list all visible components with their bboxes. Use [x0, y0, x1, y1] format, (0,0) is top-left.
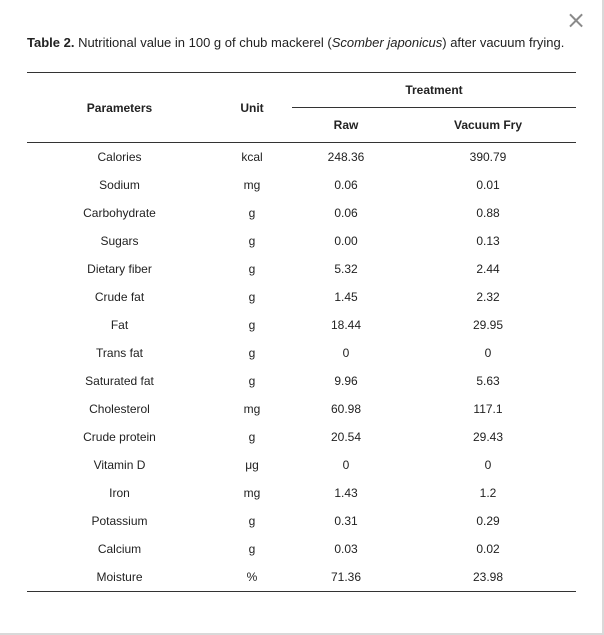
cell-unit: g — [248, 234, 256, 248]
cell-vacuum-fry: 2.32 — [476, 290, 500, 304]
cell-unit: g — [248, 514, 256, 528]
table-row — [27, 451, 576, 479]
cell-raw: 0 — [342, 458, 350, 472]
cell-raw: 0.06 — [334, 178, 358, 192]
cell-parameter: Carbohydrate — [83, 206, 156, 220]
cell-vacuum-fry: 2.44 — [476, 262, 500, 276]
cell-vacuum-fry: 1.2 — [479, 486, 497, 500]
caption-text-post: ) after vacuum frying. — [442, 35, 565, 50]
table-body — [27, 143, 576, 592]
table-row — [27, 423, 576, 451]
cell-vacuum-fry: 0.29 — [476, 514, 500, 528]
cell-unit: g — [248, 262, 256, 276]
table-row — [27, 171, 576, 199]
cell-unit: mg — [243, 486, 261, 500]
table-row — [27, 255, 576, 283]
cell-parameter: Calcium — [97, 542, 142, 556]
header-parameters: Parameters — [27, 73, 212, 143]
cell-vacuum-fry: 23.98 — [400, 563, 576, 592]
cell-raw: 60.98 — [330, 402, 362, 416]
cell-raw: 71.36 — [292, 563, 400, 592]
cell-unit: g — [248, 542, 256, 556]
cell-raw: 0 — [342, 346, 350, 360]
cell-unit: g — [248, 206, 256, 220]
cell-raw: 20.54 — [330, 430, 362, 444]
cell-parameter: Dietary fiber — [87, 262, 152, 276]
cell-vacuum-fry: 5.63 — [476, 374, 500, 388]
cell-unit: g — [248, 290, 256, 304]
cell-vacuum-fry: 0 — [484, 458, 492, 472]
table-caption — [27, 35, 564, 50]
close-icon[interactable]: × — [565, 6, 587, 34]
table-row — [27, 563, 576, 592]
header-vacuum-fry: Vacuum Fry — [400, 108, 576, 143]
cell-vacuum-fry: 0 — [484, 346, 492, 360]
caption-text-pre: Nutritional value in 100 g of chub mackerel ( — [74, 35, 332, 50]
cell-unit: g — [248, 374, 256, 388]
cell-raw: 0.31 — [334, 514, 358, 528]
cell-parameter: Sugars — [100, 234, 139, 248]
cell-vacuum-fry: 0.01 — [476, 178, 500, 192]
cell-raw: 5.32 — [334, 262, 358, 276]
cell-raw: 1.43 — [334, 486, 358, 500]
cell-parameter: Fat — [110, 318, 129, 332]
cell-unit: mg — [243, 402, 261, 416]
caption-species: Scomber japonicus — [331, 35, 443, 50]
table-row — [27, 311, 576, 339]
table-row — [27, 507, 576, 535]
cell-vacuum-fry: 29.95 — [472, 318, 504, 332]
cell-vacuum-fry: 0.02 — [476, 542, 500, 556]
cell-parameter: Calories — [97, 150, 142, 164]
table-row — [27, 227, 576, 255]
table-row — [27, 143, 576, 172]
header-treatment: Treatment — [292, 73, 576, 108]
cell-vacuum-fry: 0.88 — [476, 206, 500, 220]
cell-vacuum-fry: 0.13 — [476, 234, 500, 248]
table-row — [27, 479, 576, 507]
cell-raw: 0.06 — [334, 206, 358, 220]
cell-parameter: Vitamin D — [93, 458, 146, 472]
cell-unit: % — [212, 563, 292, 592]
cell-raw: 248.36 — [327, 150, 365, 164]
cell-unit: g — [248, 318, 256, 332]
caption-label: Table 2. — [27, 35, 75, 50]
cell-vacuum-fry: 117.1 — [473, 402, 503, 416]
cell-raw: 9.96 — [334, 374, 358, 388]
cell-unit: kcal — [241, 150, 263, 164]
cell-vacuum-fry: 29.43 — [472, 430, 504, 444]
nutrition-table — [27, 72, 576, 592]
table-row — [27, 339, 576, 367]
table-row — [27, 367, 576, 395]
cell-parameter: Iron — [109, 486, 130, 500]
cell-raw: 1.45 — [334, 290, 358, 304]
cell-parameter: Crude fat — [94, 290, 145, 304]
cell-parameter: Cholesterol — [89, 402, 150, 416]
cell-raw: 0.03 — [334, 542, 358, 556]
cell-raw: 18.44 — [330, 318, 362, 332]
cell-unit: μg — [245, 458, 259, 472]
cell-parameter: Trans fat — [96, 346, 143, 360]
table-row — [27, 283, 576, 311]
cell-unit: mg — [243, 178, 261, 192]
table-row — [27, 199, 576, 227]
table-row — [27, 395, 576, 423]
header-unit: Unit — [212, 73, 292, 143]
cell-vacuum-fry: 390.79 — [469, 150, 507, 164]
cell-parameter: Potassium — [91, 514, 148, 528]
cell-parameter: Saturated fat — [85, 374, 154, 388]
cell-raw: 0.00 — [334, 234, 358, 248]
cell-parameter: Moisture — [27, 563, 212, 592]
cell-unit: g — [248, 430, 256, 444]
cell-parameter: Sodium — [99, 178, 140, 192]
table-row — [27, 535, 576, 563]
cell-parameter: Crude protein — [83, 430, 156, 444]
header-raw: Raw — [292, 108, 400, 143]
cell-unit: g — [248, 346, 256, 360]
